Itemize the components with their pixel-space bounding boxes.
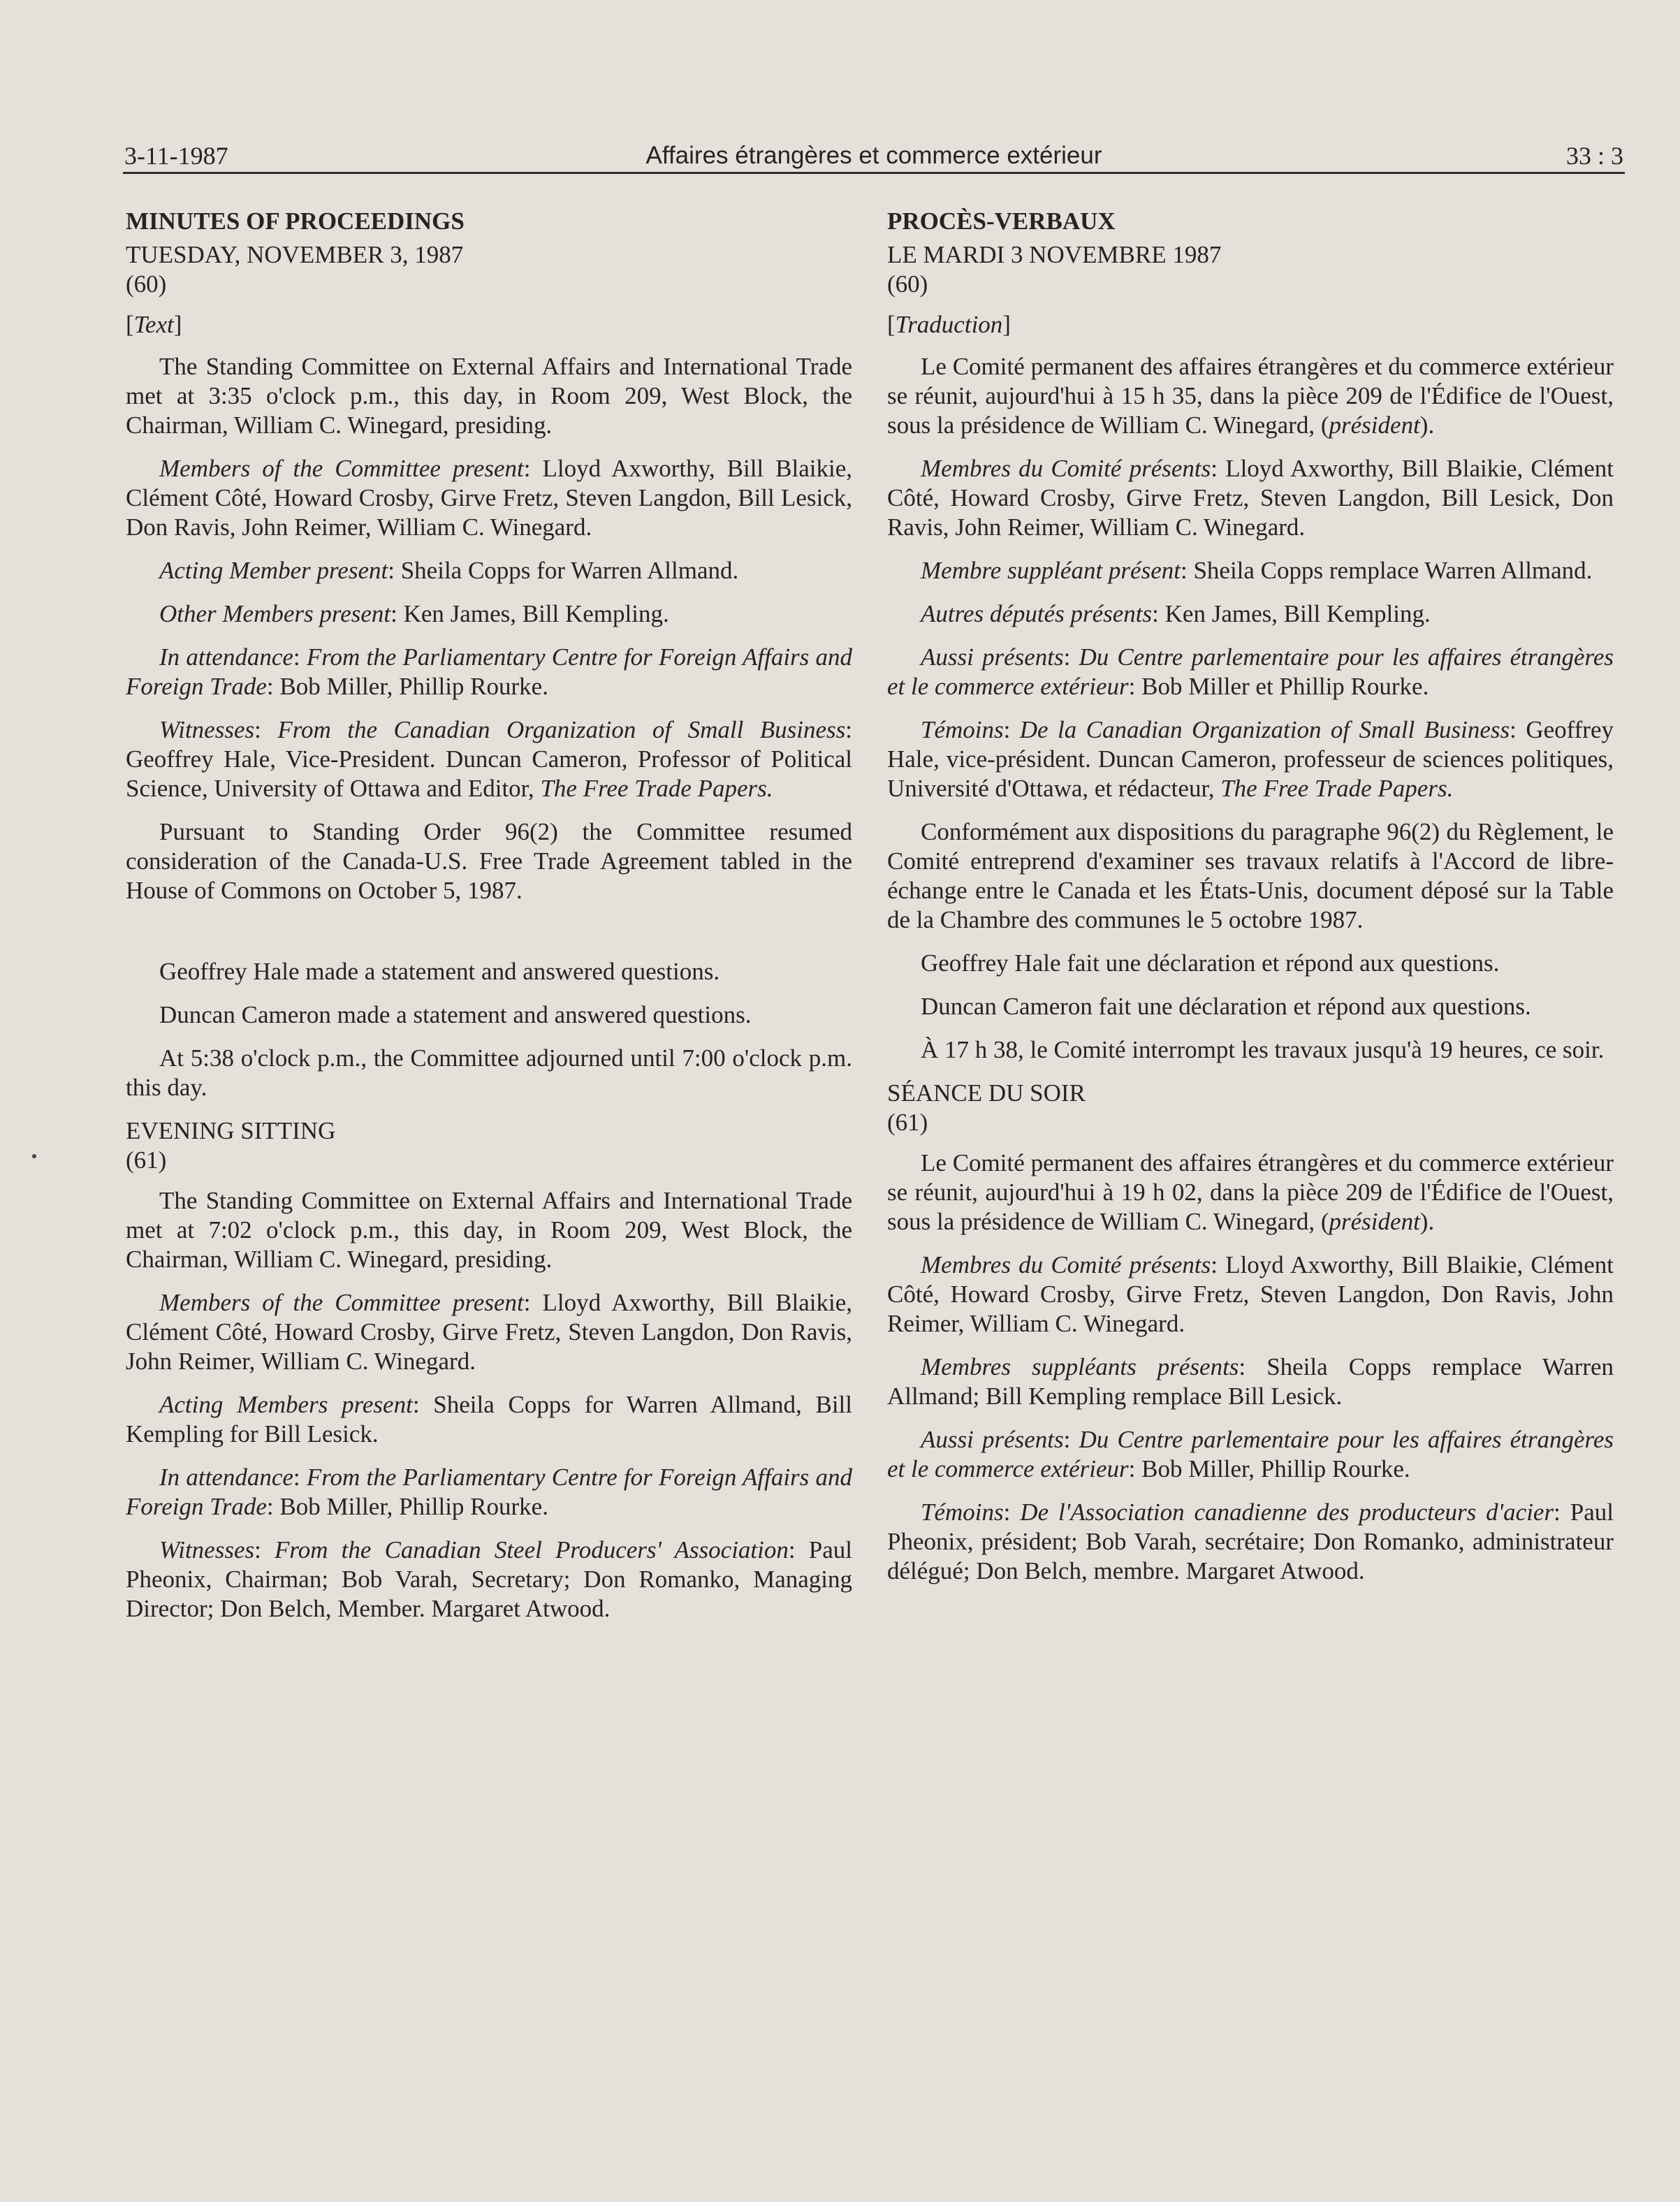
- acting-list: Sheila Copps for Warren Allmand.: [400, 557, 739, 584]
- opening-text-fr: Le Comité permanent des affaires étrangères et du commerce extérieur se réunit, aujourd'hui à 15 h 35, dans la pièce 209 de l'Édifice de l'Ouest, sous la présidence de William C. Winegard,: [887, 353, 1614, 439]
- meeting-number-fr: (60): [887, 270, 928, 298]
- translation-tag: [Traduction]: [887, 311, 1011, 338]
- opening-paragraph-fr: Le Comité permanent des affaires étrangères et du commerce extérieur se réunit, aujourd'hui à 15 h 35, dans la pièce 209 de l'Édifice de l'Ouest, sous la présidence de William C. Winegard, (président).: [887, 353, 1614, 439]
- attendance-paragraph: In attendance: From the Parliamentary Centre for Foreign Affairs and Foreign Trade: Bob Miller, Phillip Rourke.: [126, 643, 852, 700]
- evening-acting-label-fr: Membres suppléants présents: [921, 1353, 1239, 1380]
- evening-acting-list: Sheila Copps for Warren Allmand, Bill Kempling for Bill Lesick.: [126, 1391, 853, 1448]
- meeting-date: TUESDAY, NOVEMBER 3, 1987: [126, 241, 464, 268]
- evening-acting-paragraph: Acting Members present: Sheila Copps for Warren Allmand, Bill Kempling for Bill Lesick.: [126, 1391, 853, 1448]
- witnesses-text-fr: Geoffrey Hale, vice-président. Duncan Cameron, professeur de sciences politiques, Université d'Ottawa, et rédacteur,: [887, 716, 1614, 802]
- evening-attendance-org: From the Parliamentary Centre for Foreign Affairs and Foreign Trade: [126, 1464, 852, 1520]
- evening-members-label-fr: Membres du Comité présents: [921, 1251, 1211, 1278]
- evening-witnesses-label: Witnesses: [159, 1536, 255, 1563]
- attendance-org: From the Parliamentary Centre for Foreign Affairs and Foreign Trade: [126, 643, 852, 700]
- evening-witnesses-text: Paul Pheonix, Chairman; Bob Varah, Secretary; Don Romanko, Managing Director; Don Belch, Member. Margaret Atwood.: [126, 1536, 853, 1622]
- members-label: Members of the Committee present: [159, 455, 524, 482]
- acting-list-fr: Sheila Copps remplace Warren Allmand.: [1193, 557, 1593, 584]
- evening-witnesses-label-fr: Témoins: [921, 1499, 1004, 1526]
- evening-attendance-paragraph-fr: Aussi présents: Du Centre parlementaire pour les affaires étrangères et le commerce extérieur: Bob Miller, Phillip Rourke.: [887, 1426, 1614, 1482]
- running-title: Affaires étrangères et commerce extérieur: [645, 142, 1102, 169]
- other-label: Other Members present: [159, 600, 391, 627]
- acting-paragraph-fr: Membre suppléant présent: Sheila Copps remplace Warren Allmand.: [921, 557, 1593, 584]
- evening-members-label: Members of the Committee present: [159, 1289, 524, 1316]
- evening-acting-list-fr: Sheila Copps remplace Warren Allmand; Bill Kempling remplace Bill Lesick.: [887, 1353, 1614, 1410]
- minutes-heading: MINUTES OF PROCEEDINGS: [126, 207, 465, 235]
- running-header: [124, 138, 1623, 173]
- role-fr: président: [1329, 411, 1420, 439]
- cameron-paragraph: Duncan Cameron made a statement and answered questions.: [159, 1001, 752, 1028]
- meeting-number: (60): [126, 270, 167, 298]
- members-list: Lloyd Axworthy, Bill Blaikie, Clément Côté, Howard Crosby, Girve Fretz, Steven Langdon, Bill Lesick, Don Ravis, John Reimer, William C. Winegard.: [126, 455, 853, 541]
- page-number: 33 : 3: [1565, 142, 1623, 170]
- members-label-fr: Membres du Comité présents: [921, 455, 1211, 482]
- evening-witnesses-org: From the Canadian Steel Producers' Association: [275, 1536, 789, 1563]
- evening-attendance-label: In attendance: [159, 1464, 293, 1491]
- evening-acting-label: Acting Members present: [159, 1391, 413, 1418]
- margin-speck: [32, 1154, 36, 1158]
- evening-attendance-label-fr: Aussi présents: [921, 1426, 1064, 1453]
- attendance-label: In attendance: [159, 643, 293, 671]
- members-list-fr: Lloyd Axworthy, Bill Blaikie, Clément Côté, Howard Crosby, Girve Fretz, Steven Langdon, Bill Lesick, Don Ravis, John Reimer, William C. Winegard.: [887, 455, 1614, 541]
- evening-witnesses-paragraph-fr: Témoins: De l'Association canadienne des producteurs d'acier: Paul Pheonix, président; Bob Varah, secrétaire; Don Romanko, administrateur délégué; Don Belch, membre. Margaret Atwood.: [887, 1499, 1614, 1584]
- members-paragraph: Members of the Committee present: Lloyd Axworthy, Bill Blaikie, Clément Côté, Howard Crosby, Girve Fretz, Steven Langdon, Bill Lesick, Don Ravis, John Reimer, William C. Winegard.: [126, 455, 853, 541]
- evening-heading-fr: SÉANCE DU SOIR: [887, 1079, 1086, 1107]
- french-column: [887, 207, 1614, 1600]
- standing-order-paragraph: Pursuant to Standing Order 96(2) the Committee resumed consideration of the Canada-U.S. Free Trade Agreement tabled in the House of Commons on October 5, 1987.: [126, 818, 852, 904]
- witnesses-paragraph-fr: Témoins: De la Canadian Organization of Small Business: Geoffrey Hale, vice-président. Duncan Cameron, professeur de sciences politiques, Université d'Ottawa, et rédacteur, The Free Trade Papers.: [887, 716, 1614, 802]
- attendance-names: Bob Miller, Phillip Rourke.: [279, 673, 548, 700]
- evening-members-list: Lloyd Axworthy, Bill Blaikie, Clément Côté, Howard Crosby, Girve Fretz, Steven Langdon, Don Ravis, John Reimer, William C. Winegard.: [126, 1289, 853, 1375]
- evening-attendance-names: Bob Miller, Phillip Rourke.: [279, 1493, 548, 1520]
- witnesses-org: From the Canadian Organization of Small Business: [277, 716, 846, 743]
- evening-acting-paragraph-fr: Membres suppléants présents: Sheila Copps remplace Warren Allmand; Bill Kempling remplace Bill Lesick.: [887, 1353, 1614, 1410]
- acting-label-fr: Membre suppléant présent: [921, 557, 1181, 584]
- cameron-paragraph-fr: Duncan Cameron fait une déclaration et répond aux questions.: [921, 993, 1531, 1020]
- meeting-date-fr: LE MARDI 3 NOVEMBRE 1987: [887, 241, 1222, 268]
- witnesses-paragraph: Witnesses: From the Canadian Organization of Small Business: Geoffrey Hale, Vice-President. Duncan Cameron, Professor of Political Science, University of Ottawa and Editor, The Free Trade Papers.: [126, 716, 852, 802]
- attendance-label-fr: Aussi présents: [921, 643, 1064, 671]
- evening-opening-text-fr: Le Comité permanent des affaires étrangères et du commerce extérieur se réunit, aujourd'hui à 19 h 02, dans la pièce 209 de l'Édifice de l'Ouest, sous la présidence de William C. Winegard,: [887, 1149, 1614, 1235]
- text-tag-label: Text: [133, 311, 174, 338]
- other-members-paragraph: Other Members present: Ken James, Bill Kempling.: [159, 600, 669, 627]
- spacer: [126, 919, 852, 957]
- attendance-paragraph-fr: Aussi présents: Du Centre parlementaire pour les affaires étrangères et le commerce extérieur: Bob Miller et Phillip Rourke.: [887, 643, 1614, 700]
- hale-paragraph-fr: Geoffrey Hale fait une déclaration et répond aux questions.: [921, 949, 1500, 977]
- publication-title-fr: The Free Trade Papers.: [1220, 775, 1454, 802]
- other-members-paragraph-fr: Autres députés présents: Ken James, Bill Kempling.: [921, 600, 1431, 627]
- header-rule: [123, 172, 1625, 174]
- evening-attendance-paragraph: In attendance: From the Parliamentary Centre for Foreign Affairs and Foreign Trade: Bob Miller, Phillip Rourke.: [126, 1464, 852, 1520]
- acting-paragraph: Acting Member present: Sheila Copps for Warren Allmand.: [159, 557, 739, 584]
- evening-heading: EVENING SITTING: [126, 1117, 336, 1144]
- translation-tag-label: Traduction: [895, 311, 1003, 338]
- standing-order-paragraph-fr: Conformément aux dispositions du paragraphe 96(2) du Règlement, le Comité entreprend d'examiner ses travaux relatifs à l'Accord de libre-échange entre le Canada et les États-Unis, document déposé sur la Table de la Chambre des communes le 5 octobre 1987.: [887, 818, 1614, 933]
- witnesses-label: Witnesses: [159, 716, 255, 743]
- witnesses-org-fr: De la Canadian Organization of Small Business: [1019, 716, 1510, 743]
- members-paragraph-fr: Membres du Comité présents: Lloyd Axworthy, Bill Blaikie, Clément Côté, Howard Crosby, Girve Fretz, Steven Langdon, Bill Lesick, Don Ravis, John Reimer, William C. Winegard.: [887, 455, 1614, 541]
- other-list-fr: Ken James, Bill Kempling.: [1164, 600, 1431, 627]
- running-date: 3-11-1987: [124, 142, 228, 170]
- evening-members-list-fr: Lloyd Axworthy, Bill Blaikie, Clément Côté, Howard Crosby, Girve Fretz, Steven Langdon, Don Ravis, John Reimer, William C. Winegard.: [887, 1251, 1614, 1337]
- evening-members-paragraph: Members of the Committee present: Lloyd Axworthy, Bill Blaikie, Clément Côté, Howard Crosby, Girve Fretz, Steven Langdon, Don Ravis, John Reimer, William C. Winegard.: [126, 1289, 853, 1375]
- hale-paragraph: Geoffrey Hale made a statement and answered questions.: [159, 958, 720, 985]
- witnesses-label-fr: Témoins: [921, 716, 1004, 743]
- acting-label: Acting Member present: [159, 557, 388, 584]
- evening-opening-paragraph-fr: Le Comité permanent des affaires étrangères et du commerce extérieur se réunit, aujourd'hui à 19 h 02, dans la pièce 209 de l'Édifice de l'Ouest, sous la présidence de William C. Winegard, (président).: [887, 1149, 1614, 1235]
- evening-number-fr: (61): [887, 1109, 928, 1136]
- adjournment-paragraph-fr: À 17 h 38, le Comité interrompt les travaux jusqu'à 19 heures, ce soir.: [921, 1036, 1605, 1063]
- evening-role-fr: président: [1329, 1208, 1420, 1235]
- publication-title: The Free Trade Papers.: [540, 775, 773, 802]
- english-column: [126, 207, 852, 1638]
- adjournment-paragraph: At 5:38 o'clock p.m., the Committee adjourned until 7:00 o'clock p.m. this day.: [126, 1044, 852, 1101]
- attendance-names-fr: Bob Miller et Phillip Rourke.: [1141, 673, 1429, 700]
- attendance-org-fr: Du Centre parlementaire pour les affaires étrangères et le commerce extérieur: [887, 643, 1614, 700]
- evening-number: (61): [126, 1146, 167, 1174]
- text-tag: [Text]: [126, 311, 182, 338]
- opening-paragraph: The Standing Committee on External Affairs and International Trade met at 3:35 o'clock p.m., this day, in Room 209, West Block, the Chairman, William C. Winegard, presiding.: [126, 353, 852, 439]
- other-label-fr: Autres députés présents: [921, 600, 1153, 627]
- evening-witnesses-text-fr: Paul Pheonix, président; Bob Varah, secrétaire; Don Romanko, administrateur délégué; Don Belch, membre. Margaret Atwood.: [887, 1499, 1614, 1584]
- evening-witnesses-org-fr: De l'Association canadienne des producteurs d'acier: [1020, 1499, 1554, 1526]
- other-list: Ken James, Bill Kempling.: [403, 600, 669, 627]
- evening-attendance-names-fr: Bob Miller, Phillip Rourke.: [1141, 1455, 1410, 1482]
- evening-attendance-org-fr: Du Centre parlementaire pour les affaires étrangères et le commerce extérieur: [887, 1426, 1614, 1482]
- evening-witnesses-paragraph: Witnesses: From the Canadian Steel Producers' Association: Paul Pheonix, Chairman; Bob Varah, Secretary; Don Romanko, Managing Director; Don Belch, Member. Margaret Atwood.: [126, 1536, 853, 1622]
- evening-members-paragraph-fr: Membres du Comité présents: Lloyd Axworthy, Bill Blaikie, Clément Côté, Howard Crosby, Girve Fretz, Steven Langdon, Don Ravis, John Reimer, William C. Winegard.: [887, 1251, 1614, 1337]
- proces-verbaux-heading: PROCÈS-VERBAUX: [887, 207, 1116, 235]
- evening-opening-paragraph: The Standing Committee on External Affairs and International Trade met at 7:02 o'clock p.m., this day, in Room 209, West Block, the Chairman, William C. Winegard, presiding.: [126, 1187, 852, 1273]
- witnesses-text: Geoffrey Hale, Vice-President. Duncan Cameron, Professor of Political Science, University of Ottawa and Editor,: [126, 745, 852, 802]
